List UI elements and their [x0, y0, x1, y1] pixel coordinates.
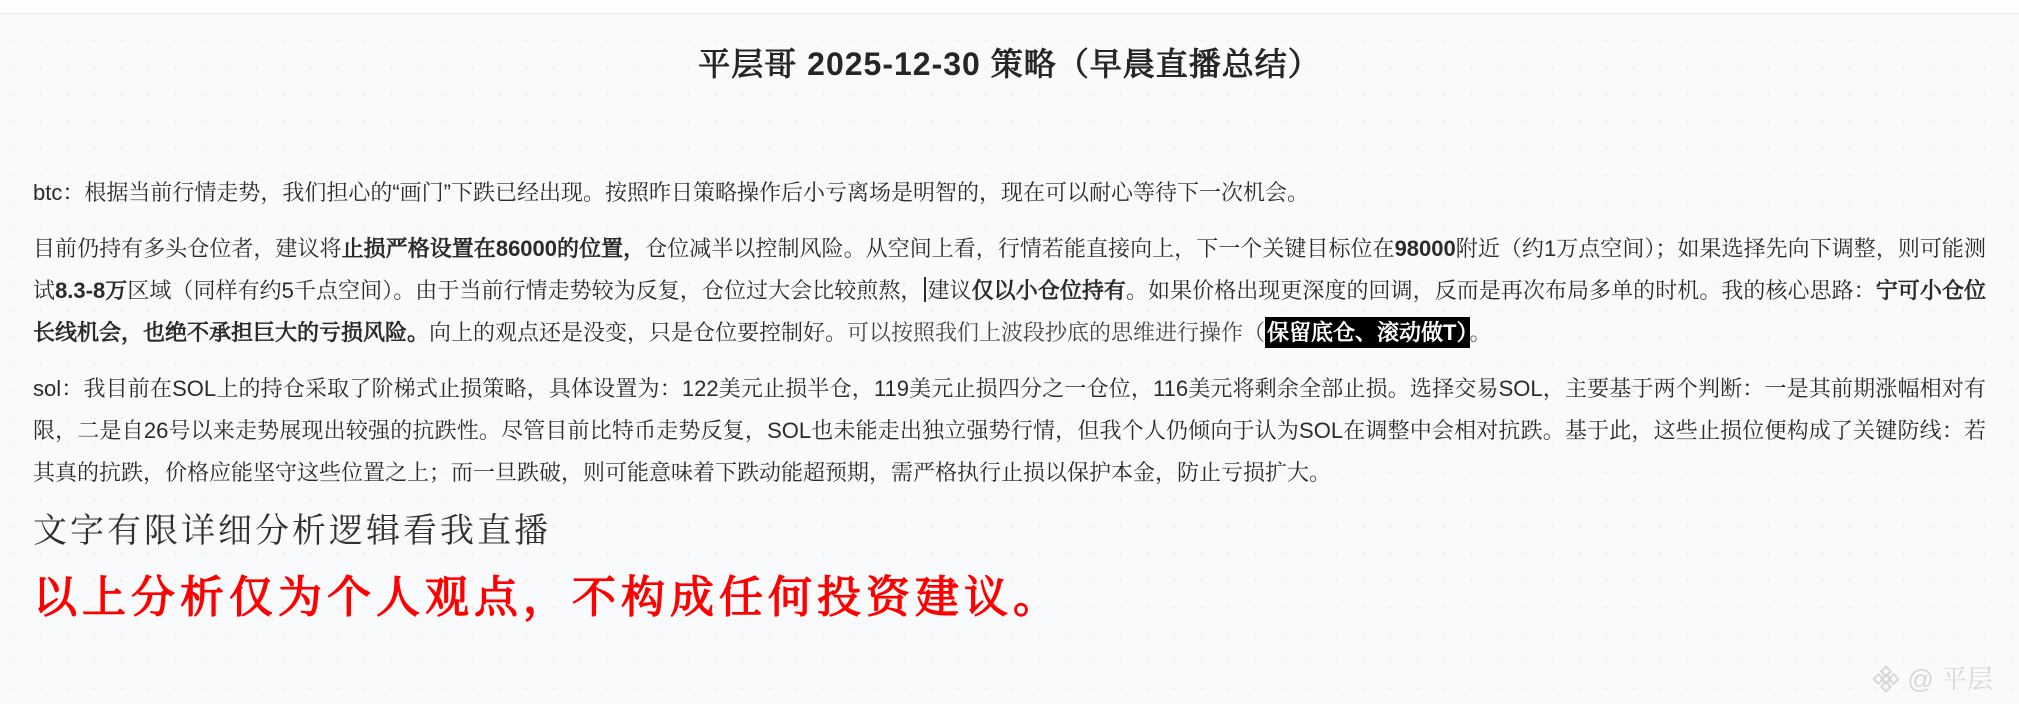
paragraph-btc: [33, 172, 1986, 214]
text-segment-normal: 建议: [927, 278, 972, 303]
paragraph-position-advice: [33, 228, 1986, 354]
paragraph-sol: [33, 368, 1986, 494]
watermark: [1872, 664, 1993, 694]
text-segment-bold: 止损严格设置在86000的位置，: [341, 236, 646, 261]
text-segment-normal: 仓位减半以控制风险。从空间上看，行情若能直接向上，下一个关键目标位在: [645, 236, 1395, 261]
text-segment-bold: 98000: [1394, 236, 1456, 261]
text-segment-normal: 附近（约1万点空间）；如果选择先向下调整，则可能测试: [33, 236, 1986, 303]
binance-diamond-icon: [1872, 665, 1900, 693]
watermark-text: @ 平层: [1907, 664, 1993, 694]
text-segment-serif: 可以按照我们上波段抄底的思维进行操作（: [847, 320, 1266, 345]
text-segment-normal: sol：我目前在SOL上的持仓采取了阶梯式止损策略，具体设置为：122美元止损半仓，119美元止损四分之一仓位，116美元将剩余全部止损。选择交易SOL，主要基于两个判断：一是其前期涨幅相对有限，二是自26号以来走势展现出较强的抗跌性。尽管目前比特币走势反复，SOL也未能走出独立强势行情，但我个人仍倾向于认为SOL在调整中会相对抗跌。基于此，这些止损位便构成了关键防线：若其真的抗跌，价格应能坚守这些位置之上；而一旦跌破，则可能意味着下跌动能超预期，需严格执行止损以保护本金，防止亏损扩大。: [33, 376, 1986, 485]
article-body: [0, 172, 2019, 626]
text-segment-bold: 仅以小仓位持有: [971, 278, 1126, 303]
text-segment-highlight: 保留底仓、滚动做T）: [1265, 317, 1469, 348]
disclaimer-text: 以上分析仅为个人观点，不构成任何投资建议。: [33, 573, 1062, 622]
article-title: 平层哥 2025-12-30 策略（早晨直播总结）: [698, 46, 1321, 82]
text-segment-normal: 。如果价格出现更深度的回调，反而是再次布局多单的时机。我的核心思路：: [1125, 278, 1876, 303]
text-segment-normal: btc：根据当前行情走势，我们担心的“画门”下跌已经出现。按照昨日策略操作后小亏离场是明智的，现在可以耐心等待下一次机会。: [33, 180, 1310, 205]
text-segment-normal: 向上的观点还是没变，只是仓位要控制好。: [429, 320, 848, 345]
text-segment-serif: 。: [1469, 320, 1492, 345]
text-segment-bold: 8.3-8万: [55, 278, 128, 303]
text-segment-bold: 宁可小仓位长线机会，也绝不承担巨大的亏损风险。: [33, 278, 1986, 345]
live-note-heading: 文字有限详细分析逻辑看我直播: [33, 513, 551, 550]
text-segment-normal: 区域（同样有约5千点空间）。由于当前行情走势较为反复，仓位过大会比较煎熬，: [127, 278, 923, 303]
top-divider: [0, 0, 2019, 14]
text-segment-normal: 目前仍持有多头仓位者，建议将: [33, 236, 342, 261]
